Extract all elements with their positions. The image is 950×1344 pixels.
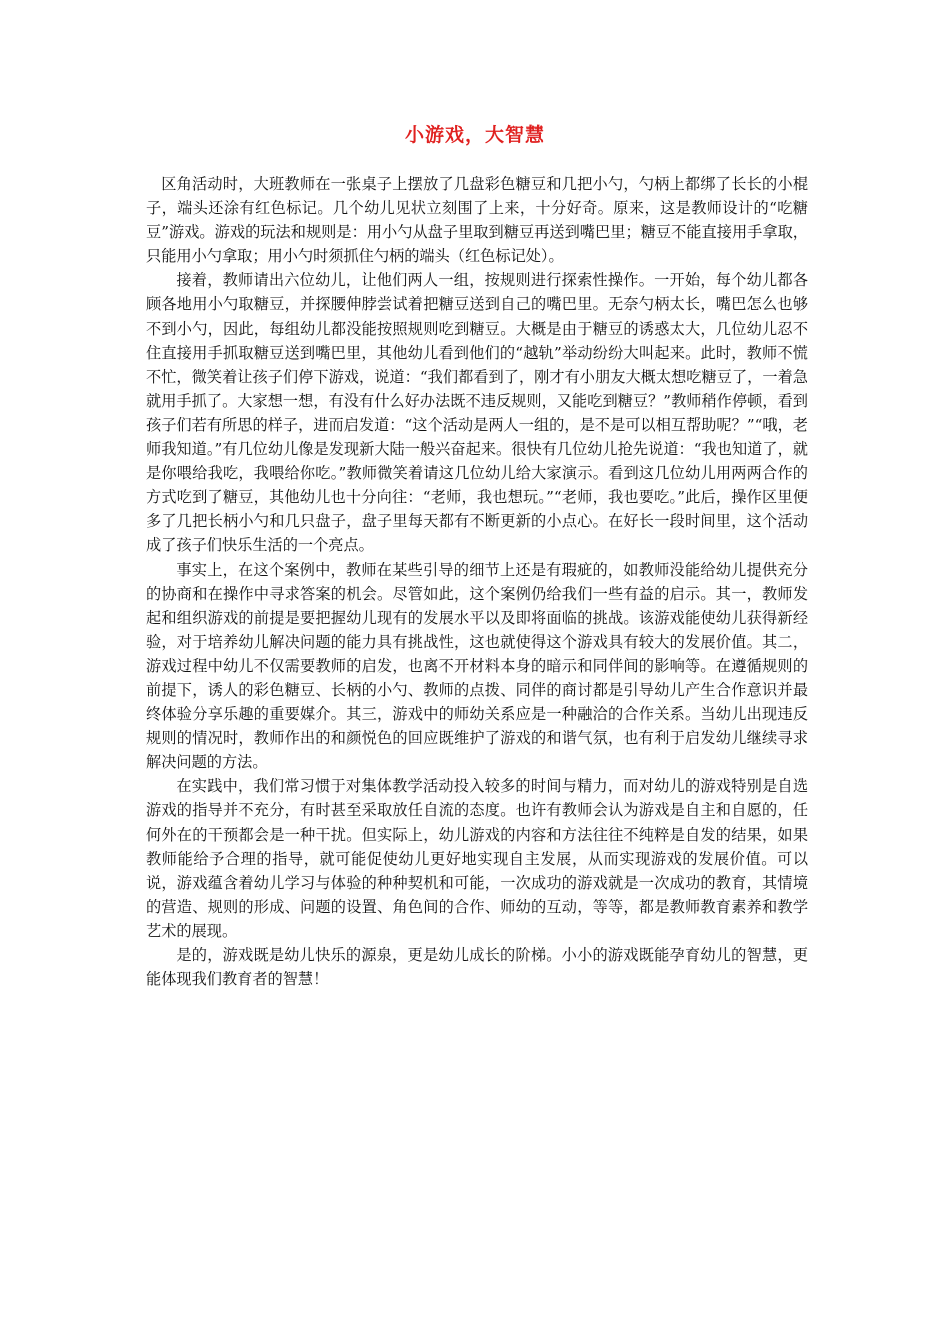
document-body: [146, 172, 808, 991]
paragraph-1: 区角活动时，大班教师在一张桌子上摆放了几盘彩色糖豆和几把小勺，勺柄上都绑了长长的小棍子，端头还涂有红色标记。几个幼儿见状立刻围了上来，十分好奇。原来，这是教师设计的“吃糖豆”游戏。游戏的玩法和规则是：用小勺从盘子里取到糖豆再送到嘴巴里；糖豆不能直接用手拿取，只能用小勺拿取；用小勺时须抓住勺柄的端头（红色标记处）。: [146, 175, 808, 266]
paragraph-4: 在实践中，我们常习惯于对集体教学活动投入较多的时间与精力，而对幼儿的游戏特别是自选游戏的指导并不充分，有时甚至采取放任自流的态度。也许有教师会认为游戏是自主和自愿的，任何外在的干预都会是一种干扰。但实际上，幼儿游戏的内容和方法往往不纯粹是自发的结果，如果教师能给予合理的指导，就可能促使幼儿更好地实现自主发展，从而实现游戏的发展价值。可以说，游戏蕴含着幼儿学习与体验的种种契机和可能，一次成功的游戏就是一次成功的教育，其情境的营造、规则的形成、问题的设置、角色间的合作、师幼的互动，等等，都是教师教育素养和教学艺术的展现。: [146, 777, 808, 940]
paragraph-3: 事实上，在这个案例中，教师在某些引导的细节上还是有瑕疵的，如教师没能给幼儿提供充分的协商和在操作中寻求答案的机会。尽管如此，这个案例仍给我们一些有益的启示。其一，教师发起和组织游戏的前提是要把握幼儿现有的发展水平以及即将面临的挑战。该游戏能使幼儿获得新经验，对于培养幼儿解决问题的能力具有挑战性，这也就使得这个游戏具有较大的发展价值。其二，游戏过程中幼儿不仅需要教师的启发，也离不开材料本身的暗示和同伴间的影响等。在遵循规则的前提下，诱人的彩色糖豆、长柄的小勺、教师的点拨、同伴的商讨都是引导幼儿产生合作意识并最终体验分享乐趣的重要媒介。其三，游戏中的师幼关系应是一种融洽的合作关系。当幼儿出现违反规则的情况时，教师作出的和颜悦色的回应既维护了游戏的和谐气氛，也有利于启发幼儿继续寻求解决问题的方法。: [146, 560, 808, 772]
document-title: 小游戏，大智慧: [404, 124, 545, 146]
paragraph-2: 接着，教师请出六位幼儿，让他们两人一组，按规则进行探索性操作。一开始，每个幼儿都各顾各地用小勺取糖豆，并探腰伸脖尝试着把糖豆送到自己的嘴巴里。无奈勺柄太长，嘴巴怎么也够不到小勺，因此，每组幼儿都没能按照规则吃到糖豆。大概是由于糖豆的诱惑太大，几位幼儿忍不住直接用手抓取糖豆送到嘴巴里，其他幼儿看到他们的“越轨”举动纷纷大叫起来。此时，教师不慌不忙，微笑着让孩子们停下游戏，说道：“我们都看到了，刚才有小朋友大概太想吃糖豆了，一着急就用手抓了。大家想一想，有没有什么好办法既不违反规则，又能吃到糖豆？”教师稍作停顿，看到孩子们若有所思的样子，进而启发道：“这个活动是两人一组的，是不是可以相互帮助呢？”“哦，老师我知道。”有几位幼儿像是发现新大陆一般兴奋起来。很快有几位幼儿抢先说道：“我也知道了，就是你喂给我吃，我喂给你吃。”教师微笑着请这几位幼儿给大家演示。看到这几位幼儿用两两合作的方式吃到了糖豆，其他幼儿也十分向往：“老师，我也想玩。”“老师，我也要吃。”此后，操作区里便多了几把长柄小勺和几只盘子，盘子里每天都有不断更新的小点心。在好长一段时间里，这个活动成了孩子们快乐生活的一个亮点。: [146, 271, 808, 555]
paragraph-5: 是的，游戏既是幼儿快乐的源泉，更是幼儿成长的阶梯。小小的游戏既能孕育幼儿的智慧，更能体现我们教育者的智慧！: [146, 946, 808, 989]
